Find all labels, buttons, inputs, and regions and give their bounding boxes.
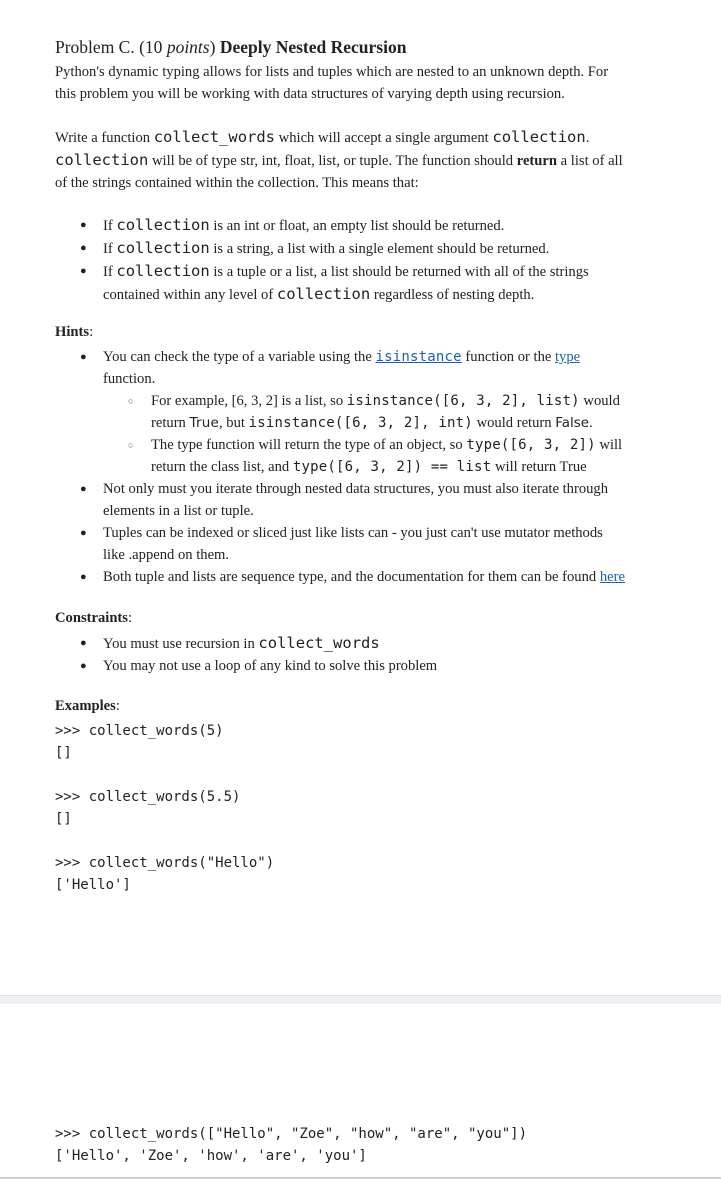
type-link[interactable]: type	[555, 349, 581, 365]
rule-item	[55, 214, 695, 237]
hint-item	[55, 566, 695, 588]
hint-text: function.	[103, 371, 156, 387]
constraints-list	[55, 632, 695, 677]
constraints-heading-text: Constraints	[55, 610, 128, 626]
example-output: ['Hello']	[55, 877, 131, 893]
intro-paragraph	[55, 61, 695, 105]
constraints-heading	[55, 610, 132, 627]
code-snippet: True	[189, 415, 219, 431]
isinstance-link[interactable]: isinstance	[375, 349, 462, 365]
colon: :	[127, 610, 133, 626]
problem-title	[55, 37, 406, 58]
constraint-item	[55, 632, 695, 655]
hint-text: would	[579, 393, 620, 409]
return-bold: return	[516, 153, 557, 169]
examples-heading-text: Examples	[55, 698, 116, 714]
example-input: >>> collect_words(5.5)	[55, 789, 241, 805]
code-snippet: isinstance([6, 3, 2], list)	[346, 393, 580, 409]
colon: :	[115, 698, 120, 714]
document-page-2	[0, 1004, 721, 1179]
hint-text: The type function will return the type of an object, so	[151, 437, 467, 453]
function-name-code: collect_words	[258, 634, 380, 652]
example-output: ['Hello', 'Zoe', 'how', 'are', 'you']	[55, 1148, 367, 1164]
task-paragraph	[55, 126, 695, 194]
collection-code: collection	[116, 216, 210, 234]
example-input: >>> collect_words("Hello")	[55, 855, 275, 871]
rule-text: is an int or float, an empty list should be returned.	[209, 218, 505, 234]
examples-heading	[55, 698, 120, 715]
task-text: a list of all	[557, 153, 623, 169]
colon: :	[89, 324, 94, 340]
rule-text: If	[103, 241, 117, 257]
code-snippet: False	[555, 415, 590, 431]
rule-text: regardless of nesting depth.	[370, 287, 535, 303]
rule-text: If	[103, 218, 117, 234]
documentation-link[interactable]: here	[599, 569, 625, 585]
hint-text: , but	[218, 415, 249, 431]
hint-subitem	[55, 390, 695, 434]
examples-block-continued	[55, 1123, 527, 1167]
hint-text: like .append on them.	[103, 547, 230, 563]
examples-block	[55, 720, 274, 896]
hint-item	[55, 346, 695, 390]
points-label: points	[166, 37, 210, 57]
rule-item	[55, 260, 695, 306]
rules-list	[55, 214, 695, 306]
code-snippet: isinstance([6, 3, 2], int)	[248, 415, 473, 431]
rule-text: is a tuple or a list, a list should be returned with all of the strings	[209, 264, 589, 280]
hint-text: .	[589, 415, 593, 431]
hint-text: For example, [6, 3, 2] is a list, so	[151, 393, 347, 409]
hint-text: You can check the type of a variable using the	[103, 349, 376, 365]
task-text: will be of type str, int, float, list, or tuple. The function should	[148, 153, 517, 169]
hint-text: function or the	[461, 349, 555, 365]
rule-text: contained within any level of	[103, 287, 277, 303]
rule-item	[55, 237, 695, 260]
task-text: Write a function	[55, 130, 154, 146]
hint-text: return	[151, 415, 190, 431]
code-snippet: type([6, 3, 2]) == list	[292, 459, 492, 475]
intro-line: Python's dynamic typing allows for lists and tuples which are nested to an unknown depth. For	[55, 64, 609, 80]
rule-text: is a string, a list with a single element should be returned.	[209, 241, 550, 257]
hints-heading	[55, 324, 93, 341]
code-snippet: type([6, 3, 2])	[466, 437, 596, 453]
hint-text: Tuples can be indexed or sliced just like lists can - you just can't use mutator methods	[103, 525, 603, 541]
collection-code: collection	[116, 239, 210, 257]
collection-code: collection	[276, 285, 371, 303]
hint-text: return the class list, and	[151, 459, 293, 475]
hints-heading-text: Hints	[55, 324, 90, 340]
collection-code: collection	[116, 262, 210, 280]
problem-name: Deeply Nested Recursion	[219, 37, 407, 57]
task-text: which will accept a single argument	[275, 130, 493, 146]
hint-text: will return True	[491, 459, 587, 475]
hints-list	[55, 346, 695, 588]
task-text: .	[585, 130, 590, 146]
hint-text: will	[595, 437, 623, 453]
hint-text: Both tuple and lists are sequence type, and the documentation for them can be found	[103, 569, 600, 585]
hint-text: elements in a list or tuple.	[103, 503, 254, 519]
argument-code: collection	[55, 151, 149, 169]
function-name-code: collect_words	[153, 128, 276, 146]
example-output: []	[55, 745, 72, 761]
example-output: []	[55, 811, 72, 827]
example-input: >>> collect_words(5)	[55, 723, 224, 739]
constraint-item	[55, 655, 695, 677]
constraint-text: You may not use a loop of any kind to solve this problem	[103, 658, 438, 674]
problem-label: Problem C. (10	[55, 37, 167, 57]
hint-item	[55, 478, 695, 522]
constraint-text: You must use recursion in	[103, 636, 259, 652]
example-input: >>> collect_words(["Hello", "Zoe", "how", "are", "you"])	[55, 1126, 528, 1142]
title-paren: )	[209, 37, 216, 57]
rule-text: If	[103, 264, 117, 280]
argument-code: collection	[492, 128, 586, 146]
hint-text: would return	[472, 415, 556, 431]
intro-line: this problem you will be working with data structures of varying depth using recursion.	[55, 86, 565, 102]
task-text: of the strings contained within the collection. This means that:	[55, 175, 419, 191]
hint-subitem	[55, 434, 695, 478]
hint-text: Not only must you iterate through nested data structures, you must also iterate through	[103, 481, 609, 497]
hint-item	[55, 522, 695, 566]
